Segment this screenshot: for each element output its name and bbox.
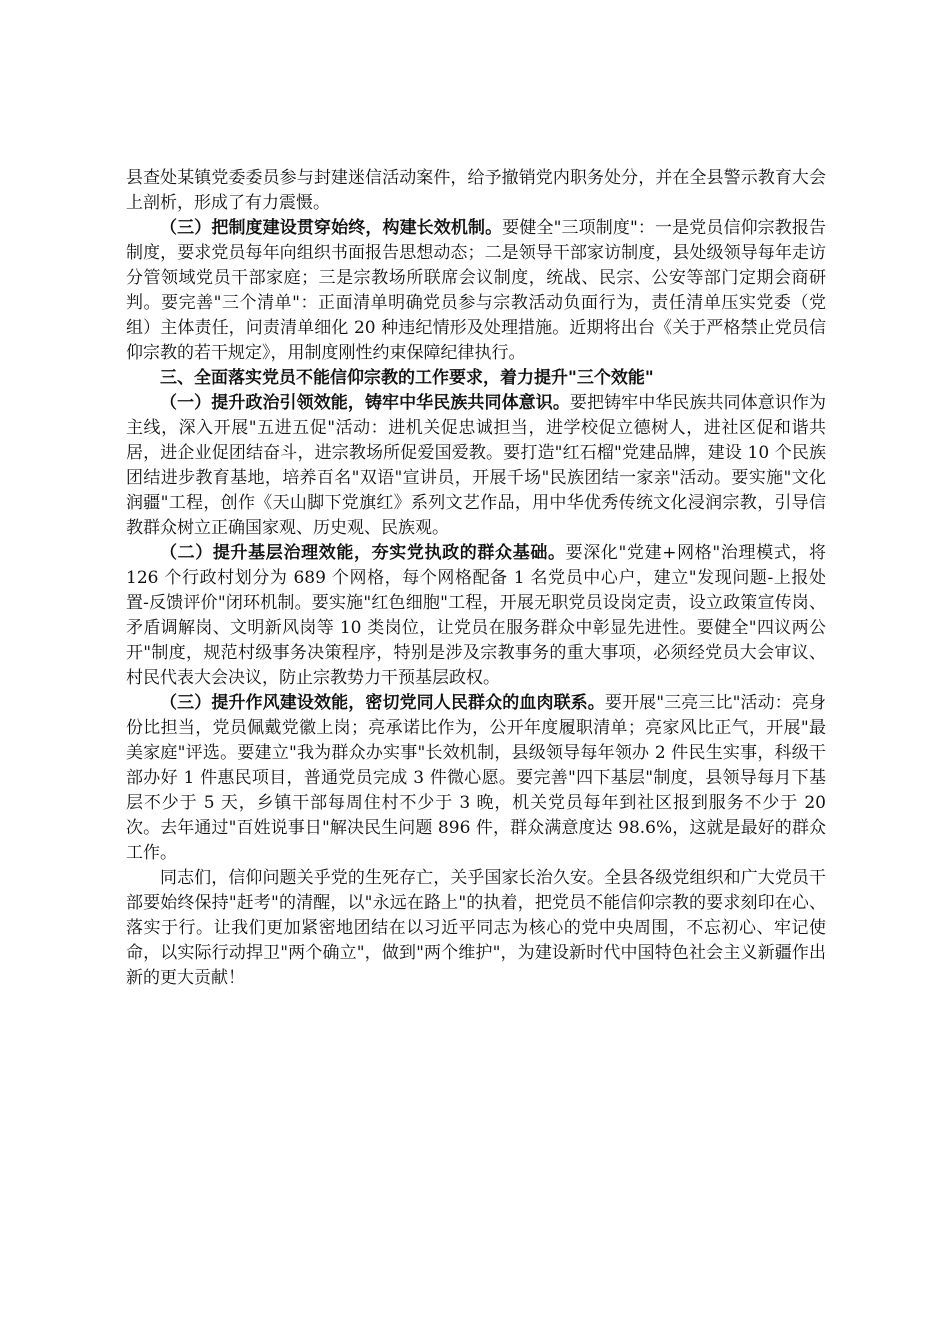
paragraph-body: 要把铸牢中华民族共同体意识作为主线，深入开展"五进五促"活动：进机关促忠诚担当，进学校促立德树人，进社区促和谐共居，进企业促团结奋斗，进宗教场所促爱国爱教。要打造"红石榴"党建品牌，建设 10 个民族团结进步教育基地，培养百名"双语"宣讲员，开展千场"民族团结一家亲"活动。要实施"文化润疆"工程，创作《天山脚下党旗红》系列文艺作品，用中华优秀传统文化浸润宗教，引导信教群众树立正确国家观、历史观、民族观。 [126, 393, 827, 538]
paragraph-closing: 同志们，信仰问题关乎党的生死存亡，关乎国家长治久安。全县各级党组织和广大党员干部要始终保持"赶考"的清醒，以"永远在路上"的执着，把党员不能信仰宗教的要求刻印在心、落实于行。让我们更加紧密地团结在以习近平同志为核心的党中央周围，不忘初心、牢记使命，以实际行动捍卫"两个确立"，做到"两个维护"，为建设新时代中国特色社会主义新疆作出新的更大贡献！ [126, 868, 826, 988]
paragraph-lead: （三）提升作风建设效能，密切党同人民群众的血肉联系。 [160, 693, 605, 713]
paragraph-work-style [126, 691, 826, 866]
section-heading: 三、全面落实党员不能信仰宗教的工作要求，着力提升"三个效能" [160, 368, 654, 388]
paragraph-continued: 县查处某镇党委委员参与封建迷信活动案件，给予撤销党内职务处分，并在全县警示教育大会上剖析，形成了有力震慑。 [126, 168, 826, 213]
paragraph-body: 要开展"三亮三比"活动：亮身份比担当，党员佩戴党徽上岗；亮承诺比作为，公开年度履职清单；亮家风比正气，开展"最美家庭"评选。要建立"我为群众办实事"长效机制，县级领导每年领办 2 件民生实事，科级干部办好 1 件惠民项目，普通党员完成 3 件微心愿。要完善"四下基层"制度，县领导每月下基层不少于 5 天，乡镇干部每周住村不少于 3 晚，机关党员每年到社区报到服务不少于 20 次。去年通过"百姓说事日"解决民生问题 896 件，群众满意度达 98.6%，这就是最好的群众工作。 [126, 693, 826, 863]
paragraph-body: 要健全"三项制度"：一是党员信仰宗教报告制度，要求党员每年向组织书面报告思想动态；二是领导干部家访制度，县处级领导每年走访分管领域党员干部家庭；三是宗教场所联席会议制度，统战、民宗、公安等部门定期会商研判。要完善"三个清单"：正面清单明确党员参与宗教活动负面行为，责任清单压实党委（党组）主体责任，问责清单细化 20 种违纪情形及处理措施。近期将出台《关于严格禁止党员信仰宗教的若干规定》，用制度刚性约束保障纪律执行。 [126, 218, 827, 363]
paragraph-body: 要深化"党建+网格"治理模式，将 126 个行政村划分为 689 个网格，每个网格配备 1 名党员中心户，建立"发现问题-上报处置-反馈评价"闭环机制。要实施"红色细胞"工程，开展无职党员设岗定责，设立政策宣传岗、矛盾调解岗、文明新风岗等 10 类岗位，让党员在服务群众中彰显先进性。要健全"四议两公开"制度，规范村级事务决策程序，特别是涉及宗教事务的重大事项，必须经党员大会审议、村民代表大会决议，防止宗教势力干预基层政权。 [126, 543, 826, 688]
paragraph-political-leadership [126, 391, 826, 541]
paragraph-lead: （二）提升基层治理效能，夯实党执政的群众基础。 [160, 543, 566, 563]
paragraph-institutional-building [126, 216, 826, 366]
document-page [126, 166, 826, 991]
paragraph-grassroots-governance [126, 541, 826, 691]
paragraph-lead: （三）把制度建设贯穿始终，构建长效机制。 [160, 218, 503, 238]
paragraph-lead: （一）提升政治引领效能，铸牢中华民族共同体意识。 [160, 393, 570, 413]
